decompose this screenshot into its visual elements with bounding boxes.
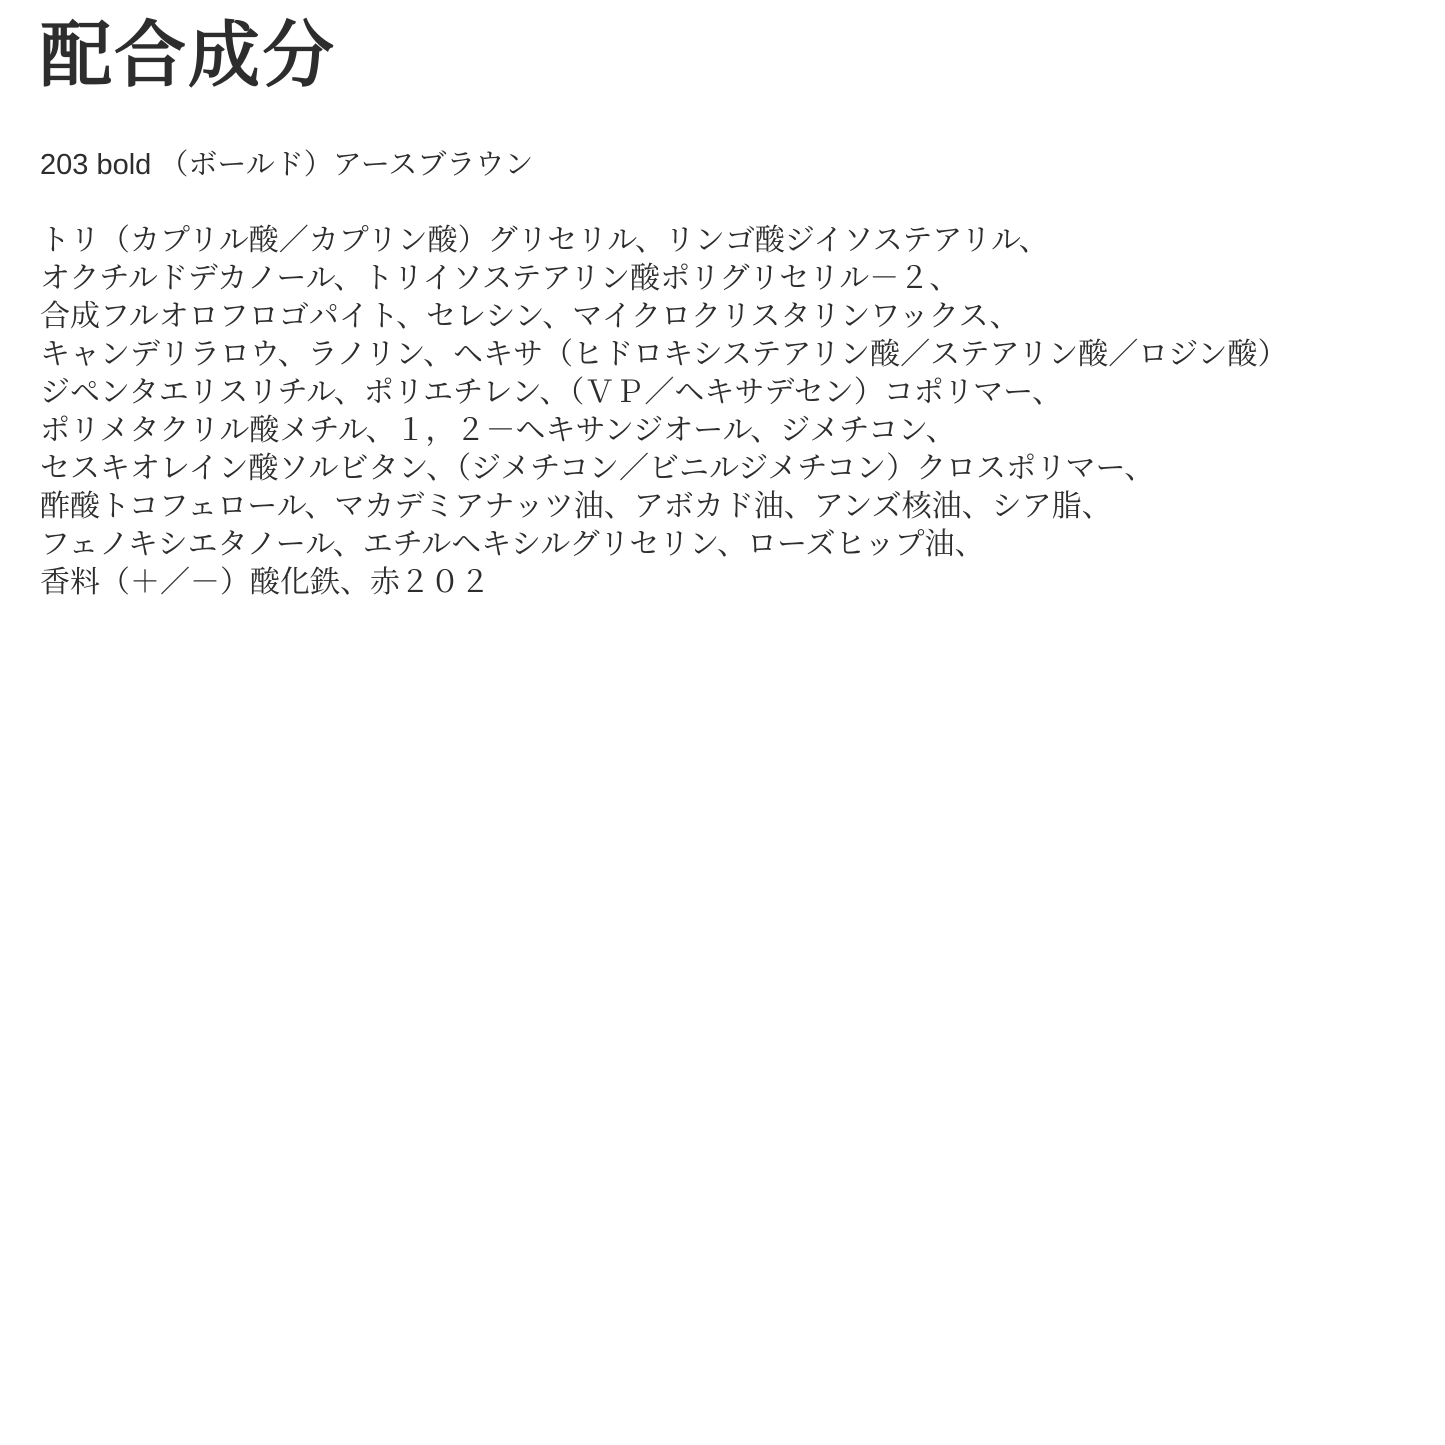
ingredients-page xyxy=(40,6,1405,602)
ingredients-line: ポリメタクリル酸メチル、１，２－ヘキサンジオール、ジメチコン、 xyxy=(40,414,956,447)
ingredients-line: キャンデリラロウ、ラノリン、ヘキサ（ヒドロキシステアリン酸／ステアリン酸／ロジン酸） xyxy=(40,338,1288,371)
ingredients-line: セスキオレイン酸ソルビタン、（ジメチコン／ビニルジメチコン）クロスポリマー、 xyxy=(40,452,1155,485)
shade-subtitle: 203 bold （ボールド）アースブラウン xyxy=(40,149,534,181)
ingredients-line: 合成フルオロフロゴパイト、セレシン、マイクロクリスタリンワックス、 xyxy=(40,300,1020,333)
ingredients-line: 酢酸トコフェロール、マカデミアナッツ油、アボカド油、アンズ核油、シア脂、 xyxy=(40,490,1112,523)
page-title: 配合成分 xyxy=(40,16,337,96)
ingredients-line: オクチルドデカノール、トリイソステアリン酸ポリグリセリル－２、 xyxy=(40,262,960,295)
ingredients-line: トリ（カプリル酸／カプリン酸）グリセリル、リンゴ酸ジイソステアリル、 xyxy=(40,224,1049,257)
ingredients-line: ジペンタエリスリチル、ポリエチレン、（ＶＰ／ヘキサデセン）コポリマー、 xyxy=(40,376,1062,409)
ingredients-line: 香料（＋／－）酸化鉄、赤２０２ xyxy=(40,566,490,599)
ingredients-text xyxy=(40,222,1405,602)
ingredients-line: フェノキシエタノール、エチルヘキシルグリセリン、ローズヒップ油、 xyxy=(40,528,985,561)
